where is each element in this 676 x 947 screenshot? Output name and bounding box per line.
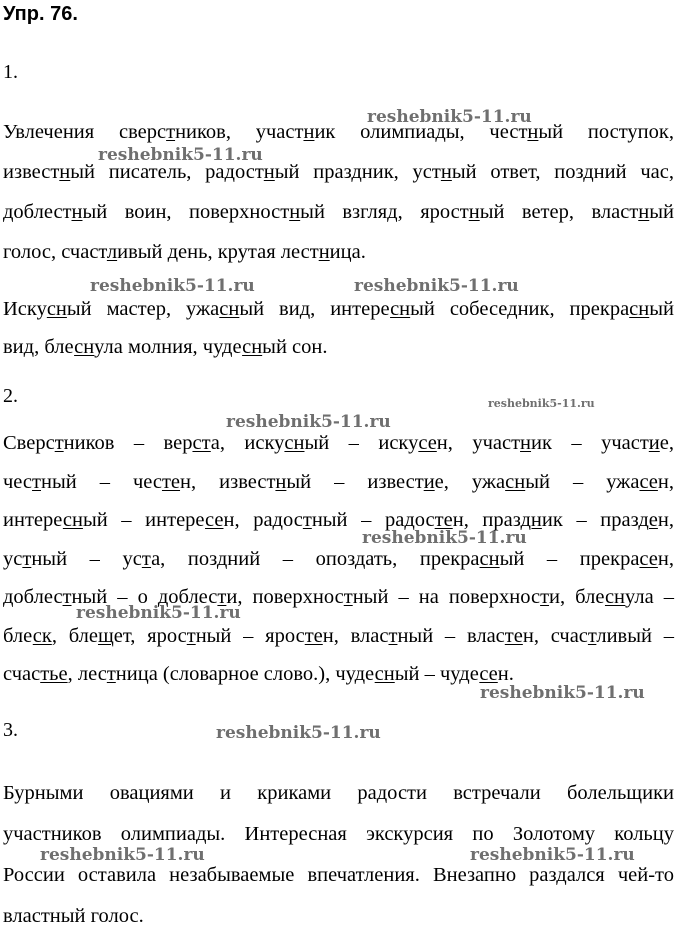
watermark: reshebnik5-11.ru bbox=[40, 845, 205, 865]
section-1-paragraph-a bbox=[3, 112, 674, 272]
watermark: reshebnik5-11.ru bbox=[216, 723, 381, 743]
text-line: доблестный – о доблести, поверхностный – на поверхности, блеснула – bbox=[3, 586, 675, 608]
section-2-paragraph bbox=[3, 424, 674, 694]
text-line: властный голос. bbox=[3, 905, 144, 927]
watermark: reshebnik5-11.ru bbox=[470, 845, 635, 865]
text-line: устный – уста, поздний – опоздать, прекрасный – прекрасен, bbox=[3, 547, 674, 570]
watermark: reshebnik5-11.ru bbox=[367, 107, 532, 127]
text-line: России оставила незабываемые впечатления. Внезапно раздался чей-то bbox=[3, 864, 674, 886]
text-line: доблестный воин, поверхностный взгляд, яростный ветер, властный bbox=[3, 201, 674, 223]
text-line: Искусный мастер, ужасный вид, интересный собеседник, прекрасный bbox=[3, 298, 674, 320]
text-line: голос, счастливый день, крутая лестница. bbox=[3, 241, 366, 263]
text-line: блеск, блещет, яростный – яростен, властный – властен, счастливый – bbox=[3, 624, 674, 647]
text-line: интересный – интересен, радостный – радостен, праздник – празден, bbox=[3, 509, 674, 531]
watermark: reshebnik5-11.ru bbox=[226, 412, 391, 432]
watermark: reshebnik5-11.ru bbox=[90, 276, 255, 296]
text-line: известный писатель, радостный праздник, устный ответ, поздний час, bbox=[3, 161, 674, 183]
text-line: Увлечения сверстников, участник олимпиады, честный поступок, bbox=[3, 121, 674, 143]
section-2-number: 2. bbox=[3, 385, 18, 407]
section-1-paragraph-b bbox=[3, 290, 674, 366]
text-line: вид, блеснула молния, чудесный сон. bbox=[3, 336, 328, 358]
watermark: reshebnik5-11.ru bbox=[76, 603, 241, 623]
text-line: участников олимпиады. Интересная экскурсия по Золотому кольцу bbox=[3, 823, 674, 845]
exercise-title: Упр. 76. bbox=[3, 3, 78, 25]
watermark: reshebnik5-11.ru bbox=[354, 276, 519, 296]
text-line: Сверстников – верста, искусный – искусен, участник – участие, bbox=[3, 432, 675, 454]
watermark: reshebnik5-11.ru bbox=[362, 528, 527, 548]
text-line: Бурными овациями и криками радости встречали болельщики bbox=[3, 782, 674, 804]
text-line: честный – честен, известный – известие, ужасный – ужасен, bbox=[3, 470, 675, 493]
watermark: reshebnik5-11.ru bbox=[480, 683, 645, 703]
watermark: reshebnik5-11.ru bbox=[488, 397, 595, 410]
text-line: счастье, лестница (словарное слово.), чудесный – чудесен. bbox=[3, 663, 514, 685]
section-1-number: 1. bbox=[3, 61, 18, 83]
watermark: reshebnik5-11.ru bbox=[98, 145, 263, 165]
section-3-number: 3. bbox=[3, 719, 18, 741]
